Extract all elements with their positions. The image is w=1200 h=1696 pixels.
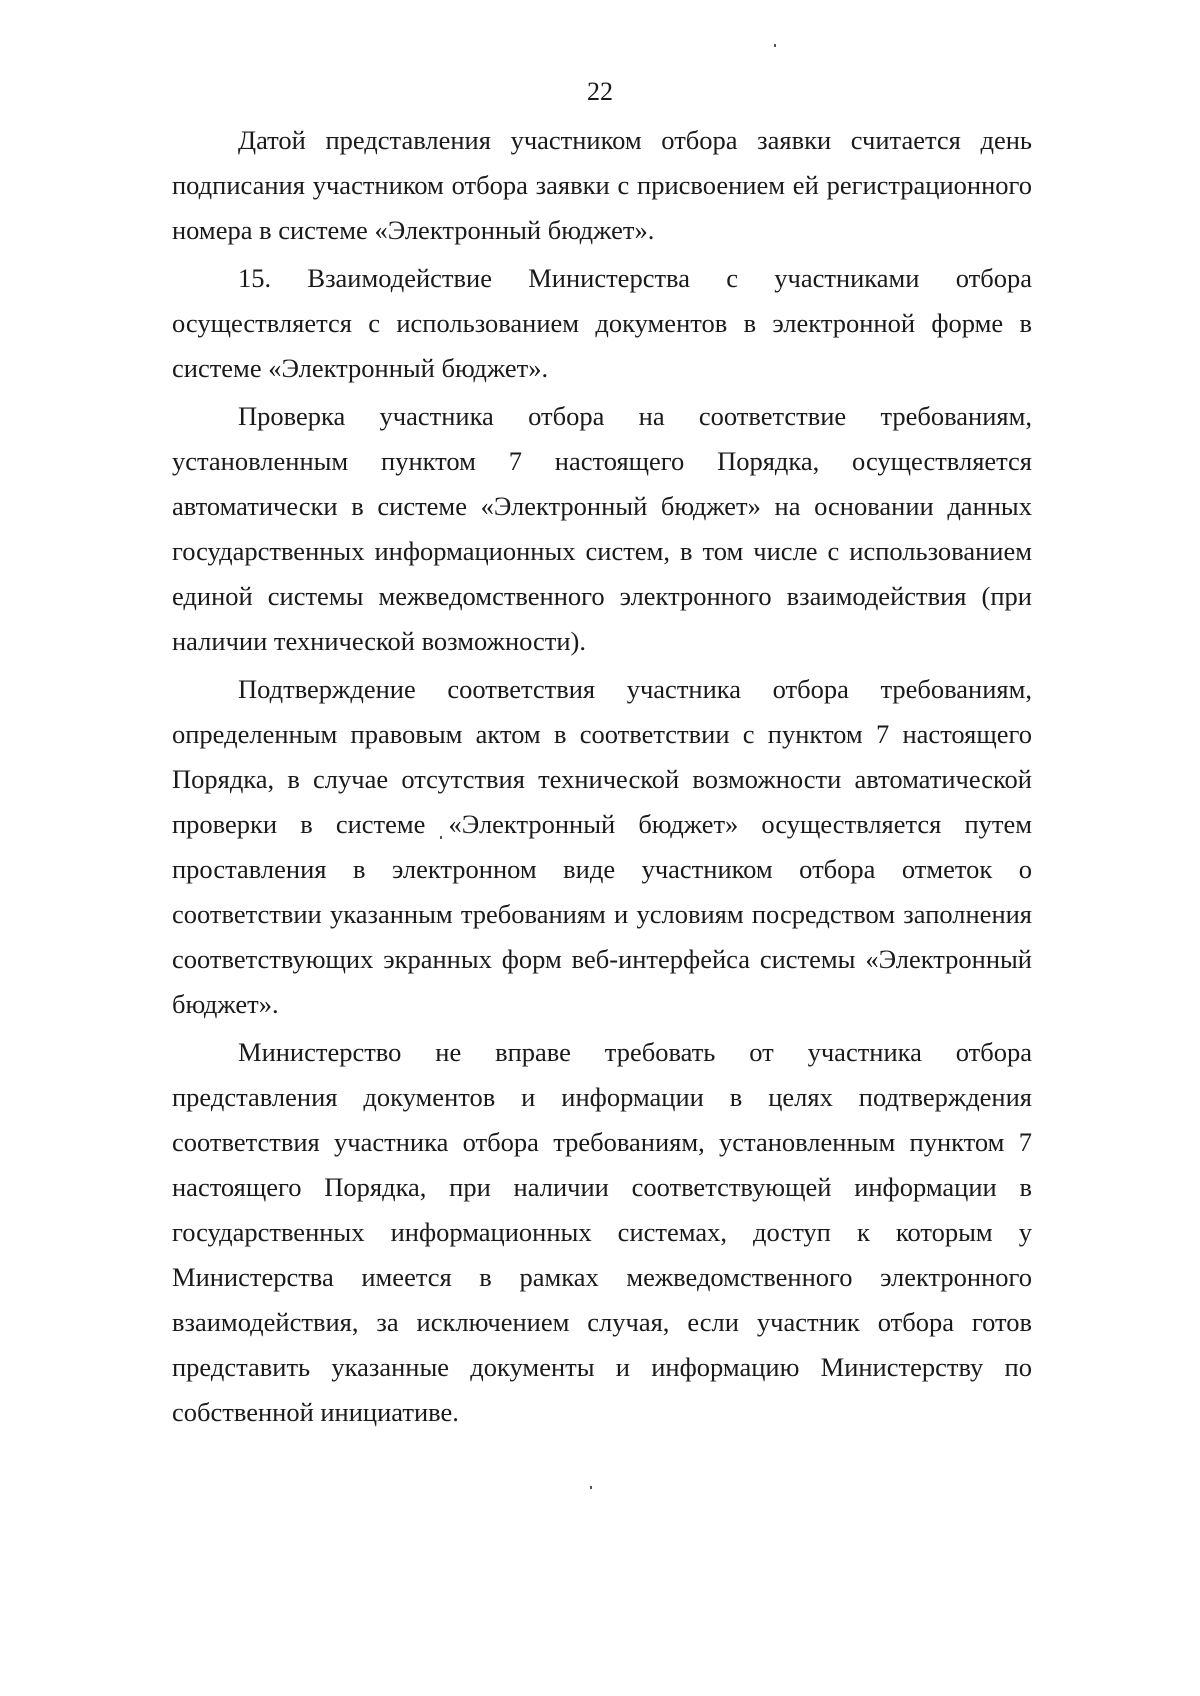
document-body — [172, 118, 1032, 1438]
paragraph: 15. Взаимодействие Министерства с участниками отбора осуществляется с использованием документов в электронной форме в системе «Электронный бюджет». — [172, 263, 1032, 383]
paragraph: Датой представления участником отбора заявки считается день подписания участником отбора заявки с присвоением ей регистрационного номера в системе «Электронный бюджет». — [172, 125, 1032, 245]
paragraph: Подтверждение соответствия участника отбора требованиям, определенным правовым актом в соответствии с пунктом 7 настоящего Порядка, в случае отсутствия технической возможности автоматической проверки в системе «Электронный бюджет» осуществляется путем проставления в электронном виде участником отбора отметок о соответствии указанным требованиям и условиям посредством заполнения соответствующих экранных форм веб-интерфейса системы «Электронный бюджет». — [172, 674, 1032, 1019]
paragraph: Проверка участника отбора на соответствие требованиям, установленным пунктом 7 настоящего Порядка, осуществляется автоматически в системе «Электронный бюджет» на основании данных государственных информационных систем, в том числе с использованием единой системы межведомственного электронного взаимодействия (при наличии технической возможности). — [172, 401, 1032, 656]
page-number: 22 — [587, 77, 613, 106]
paragraph: Министерство не вправе требовать от участника отбора представления документов и информации в целях подтверждения соответствия участника отбора требованиям, установленным пунктом 7 настоящего Порядка, при наличии соответствующей информации в государственных информационных системах, доступ к которым у Министерства имеется в рамках межведомственного электронного взаимодействия, за исключением случая, если участник отбора готов представить указанные документы и информацию Министерству по собственной инициативе. — [172, 1037, 1032, 1427]
scan-speck — [774, 44, 776, 47]
scan-speck — [590, 1486, 592, 1489]
